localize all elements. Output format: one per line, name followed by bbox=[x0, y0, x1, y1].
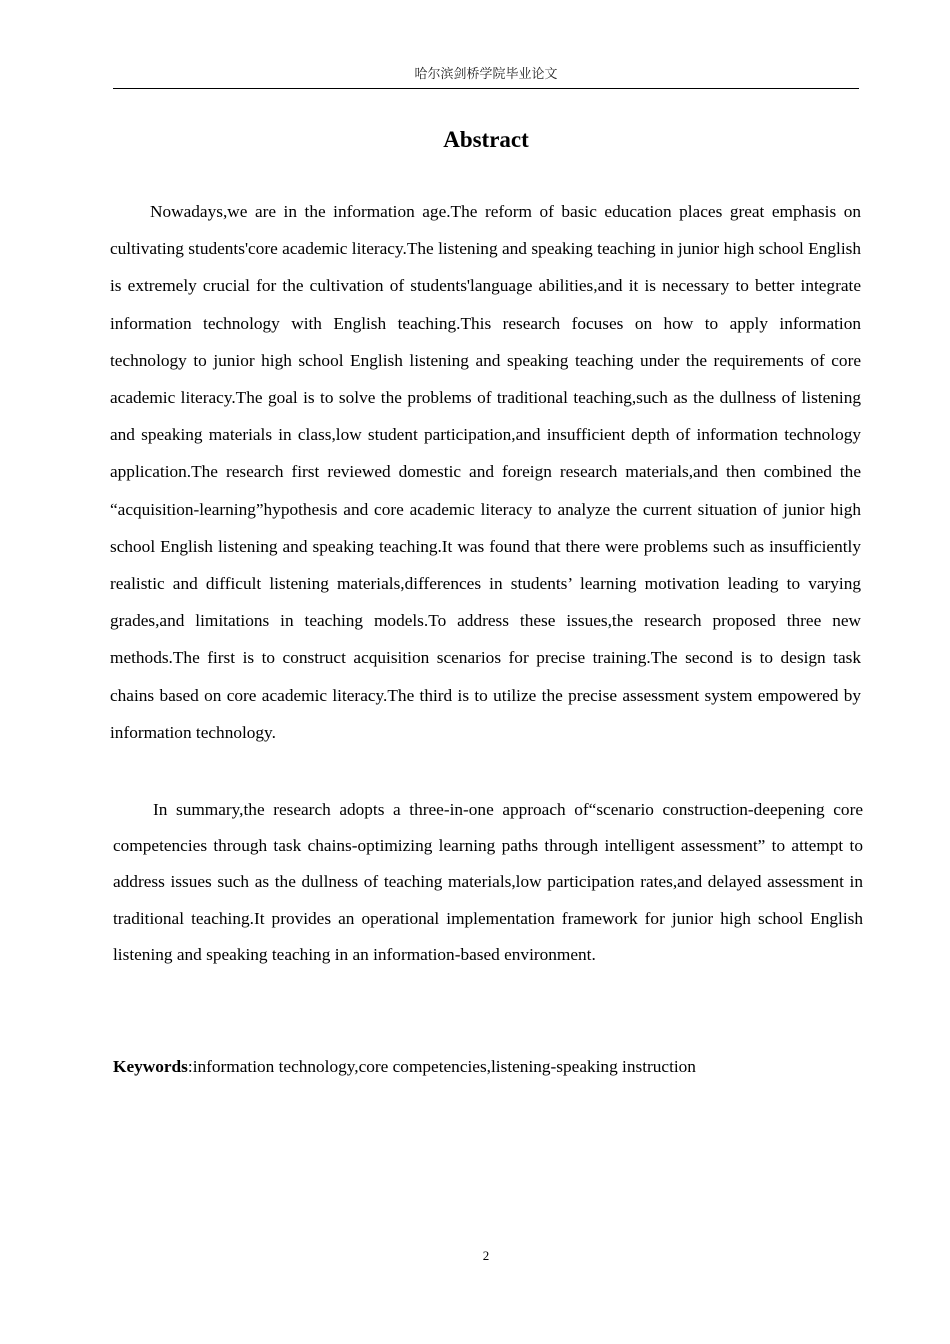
keywords-label: Keywords bbox=[113, 1057, 188, 1076]
abstract-title: Abstract bbox=[443, 127, 529, 152]
keywords-list: :information technology,core competencies,listening-speaking instruction bbox=[187, 1057, 696, 1076]
running-header: 哈尔滨剑桥学院毕业论文 bbox=[414, 67, 558, 82]
header-divider bbox=[113, 88, 859, 89]
abstract-paragraph-2: In summary,the research adopts a three-in-one approach of“scenario construction-deepening core competencies through task chains-optimizing learning paths through intelligent assessment” to attempt to address issues such as the dullness of teaching materials,low participation rates,and delayed assessment in traditional teaching.It provides an operational implementation framework for junior high school English listening and speaking teaching in an information-based environment. bbox=[113, 800, 863, 964]
abstract-paragraph-1: Nowadays,we are in the information age.The reform of basic education places great emphasis on cultivating students'core academic literacy.The listening and speaking teaching in junior high school English is extremely crucial for the cultivation of students'language abilities,and it is necessary to better integrate information technology with English teaching.This research focuses on how to apply information technology to junior high school English listening and speaking teaching under the requirements of core academic literacy.The goal is to solve the problems of traditional teaching,such as the dullness of listening and speaking materials in class,low student participation,and insufficient depth of information technology application.The research first reviewed domestic and foreign research materials,and then combined the “acquisition-learning”hypothesis and core academic literacy to analyze the current situation of junior high school English listening and speaking teaching.It was found that there were problems such as insufficiently realistic and difficult listening materials,differences in students’ learning motivation leading to varying grades,and limitations in teaching models.To address these issues,the research proposed three new methods.The first is to construct acquisition scenarios for precise training.The second is to design task chains based on core academic literacy.The third is to utilize the precise assessment system empowered by information technology. bbox=[110, 202, 861, 742]
page-number: 2 bbox=[482, 1248, 490, 1263]
keywords-line bbox=[113, 1053, 863, 1081]
